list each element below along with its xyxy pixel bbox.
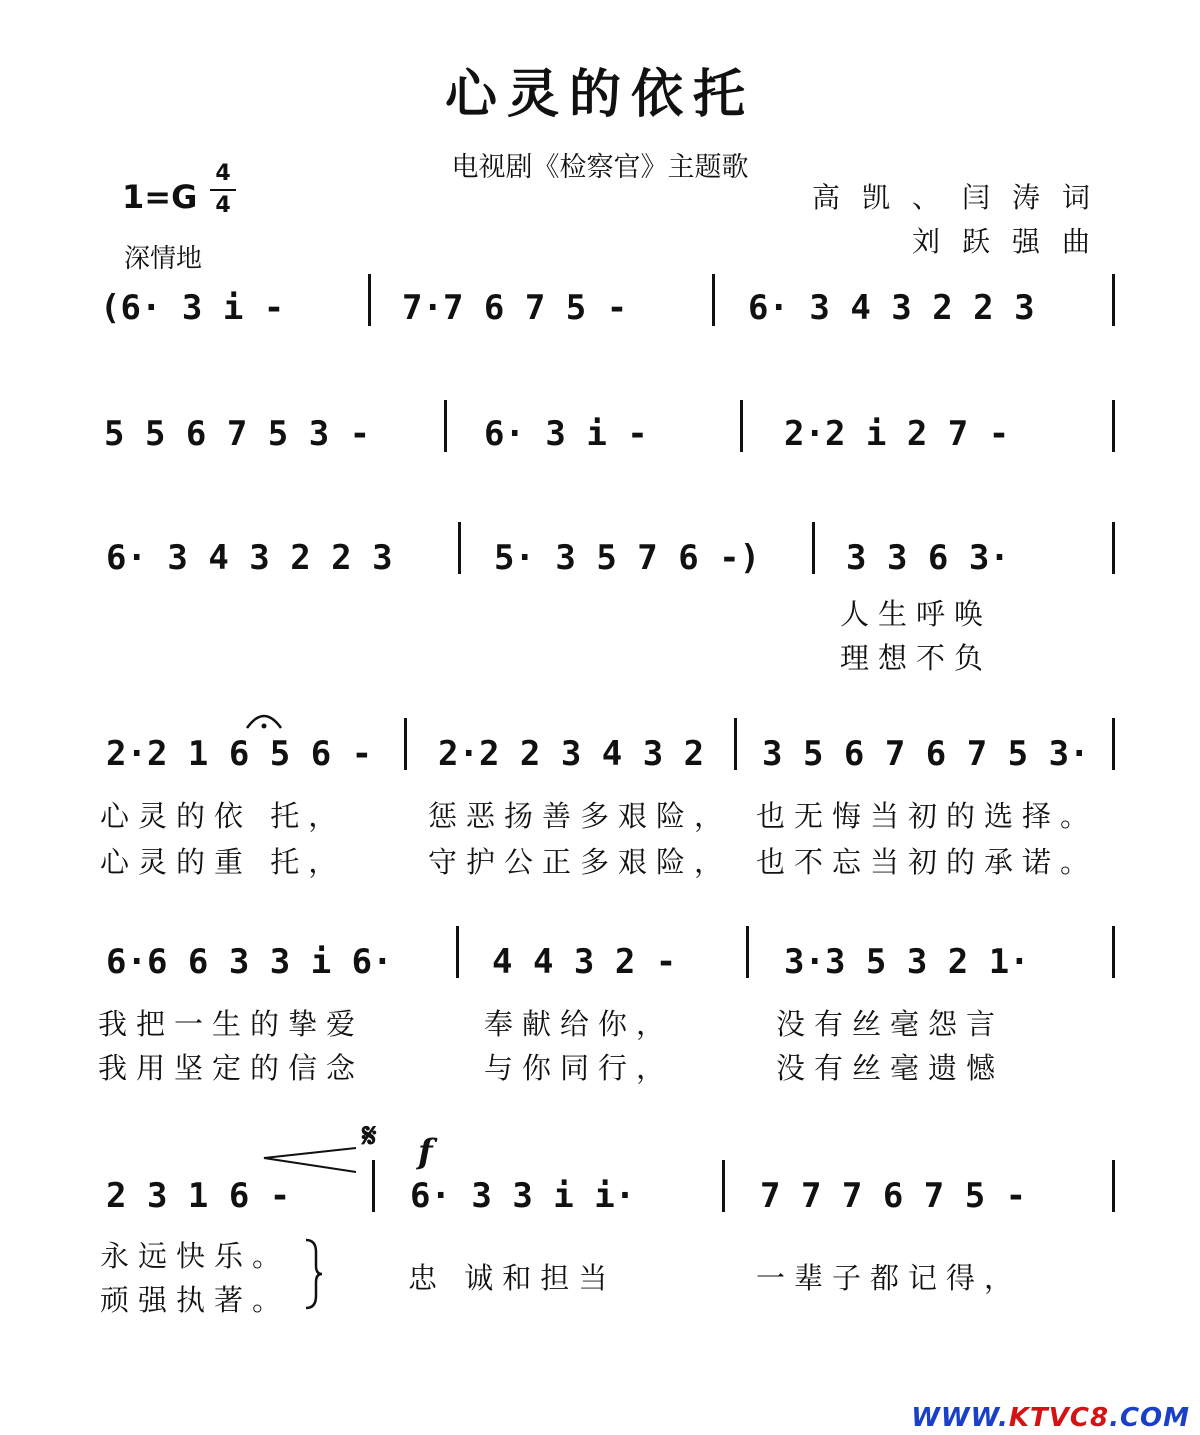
lyric-verse-1: 我把一生的挚爱 xyxy=(98,1007,365,1041)
fermata-icon xyxy=(244,708,284,730)
barline xyxy=(1112,274,1115,326)
song-subtitle: 电视剧《检察官》主题歌 xyxy=(451,152,749,183)
measure-notes: 6· 3 4 3 2 2 3 xyxy=(106,538,393,578)
barline xyxy=(404,718,407,770)
barline xyxy=(1112,522,1115,574)
measure-notes: 6· 3 3 i i· xyxy=(410,1176,636,1216)
tempo-marking: 深情地 xyxy=(124,244,203,274)
measure-notes: 3 5 6 7 6 7 5 3· xyxy=(762,734,1090,774)
lyric-verse-1: 也无悔当初的选择。 xyxy=(756,799,1099,833)
lyric-verse-1: 惩恶扬善多艰险， xyxy=(428,799,733,833)
measure-notes: 6· 3 i - xyxy=(484,414,648,454)
barline xyxy=(1112,1160,1115,1212)
lyric-verse-1: 奉献给你， xyxy=(484,1007,675,1041)
barline xyxy=(444,400,447,452)
barline xyxy=(722,1160,725,1212)
barline xyxy=(740,400,743,452)
brace-icon xyxy=(302,1238,324,1310)
time-signature xyxy=(210,160,236,220)
barline xyxy=(1112,926,1115,978)
measure-notes: 2·2 1 6 5 6 - xyxy=(106,734,373,774)
barline xyxy=(712,274,715,326)
lyric-verse-1: 永远快乐。 xyxy=(100,1239,291,1273)
key-signature: 1=G xyxy=(122,178,198,216)
measure-notes: 3 3 6 3· xyxy=(846,538,1010,578)
segno-icon: 𝄋 xyxy=(362,1116,377,1156)
measure-notes: 2·2 2 3 4 3 2 xyxy=(438,734,705,774)
lyric-verse-2: 我用坚定的信念 xyxy=(98,1051,365,1085)
measure-notes: 2·2 i 2 7 - xyxy=(784,414,1010,454)
lyric-refrain: 一辈子都记得， xyxy=(756,1261,1023,1295)
lyric-verse-2: 也不忘当初的承诺。 xyxy=(756,845,1099,879)
lyric-verse-1: 没有丝毫怨言 xyxy=(776,1007,1005,1041)
measure-notes: (6· 3 i - xyxy=(100,288,285,328)
watermark-part-1: WWW. xyxy=(911,1403,1009,1433)
lyric-verse-2: 没有丝毫遗憾 xyxy=(776,1051,1005,1085)
measure-notes: 7 7 7 6 7 5 - xyxy=(760,1176,1027,1216)
measure-notes: 2 3 1 6 - xyxy=(106,1176,291,1216)
barline xyxy=(458,522,461,574)
measure-notes: 4 4 3 2 - xyxy=(492,942,677,982)
barline xyxy=(734,718,737,770)
site-watermark xyxy=(911,1403,1190,1433)
lyric-verse-2: 守护公正多艰险， xyxy=(428,845,733,879)
measure-notes: 6·6 6 3 3 i 6· xyxy=(106,942,393,982)
barline xyxy=(368,274,371,326)
measure-notes: 5· 3 5 7 6 -) xyxy=(494,538,761,578)
barline xyxy=(812,522,815,574)
lyric-verse-2: 心灵的重 托， xyxy=(100,845,347,879)
time-denominator: 4 xyxy=(215,193,231,218)
measure-notes: 7·7 6 7 5 - xyxy=(402,288,628,328)
time-fraction-bar xyxy=(210,189,236,191)
lyric-verse-2: 顽强执著。 xyxy=(100,1283,291,1317)
lyric-verse-1: 人生呼唤 xyxy=(840,597,993,631)
barline xyxy=(456,926,459,978)
lyric-verse-2: 与你同行， xyxy=(484,1051,675,1085)
crescendo-icon xyxy=(262,1146,360,1176)
time-numerator: 4 xyxy=(215,161,231,186)
measure-notes: 5 5 6 7 5 3 - xyxy=(104,414,371,454)
song-title: 心灵的依托 xyxy=(444,65,755,125)
watermark-part-2: KTVC8 xyxy=(1008,1403,1110,1433)
barline xyxy=(372,1160,375,1212)
lyric-verse-2: 理想不负 xyxy=(840,641,993,675)
watermark-part-3: .COM xyxy=(1109,1403,1190,1433)
lyric-refrain: 忠 诚和担当 xyxy=(408,1261,617,1295)
lyricist-credit: 高凯、闫涛词 xyxy=(811,181,1112,214)
barline xyxy=(1112,400,1115,452)
barline xyxy=(746,926,749,978)
dynamic-forte: f xyxy=(418,1132,433,1172)
lyric-verse-1: 心灵的依 托， xyxy=(100,799,347,833)
composer-credit: 刘跃强曲 xyxy=(911,225,1112,258)
measure-notes: 3·3 5 3 2 1· xyxy=(784,942,1030,982)
measure-notes: 6· 3 4 3 2 2 3 xyxy=(748,288,1035,328)
barline xyxy=(1112,718,1115,770)
